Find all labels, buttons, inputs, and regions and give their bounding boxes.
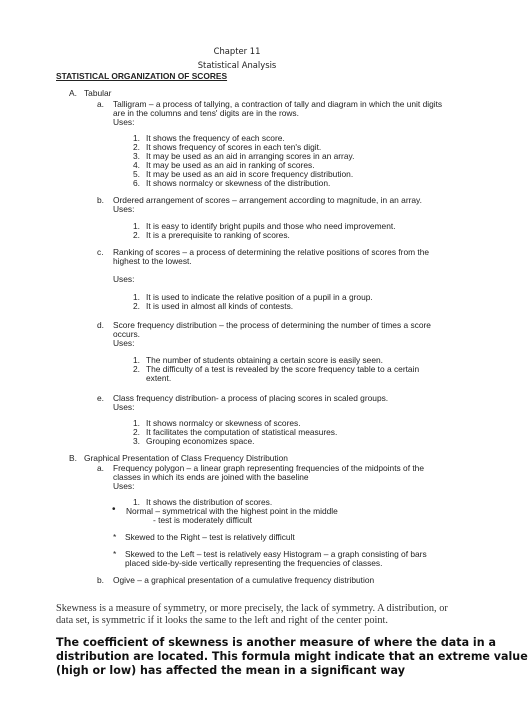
list-item: Normal – symmetrical with the highest point in the middle xyxy=(126,506,338,516)
list-number: 2. xyxy=(133,364,140,374)
list-item-continued: placed side-by-side vertically representing the frequencies of classes. xyxy=(125,558,383,568)
skewness-paragraph-line: Skewness is a measure of symmetry, or more precisely, the lack of symmetry. A distribution, or xyxy=(56,603,448,614)
item-letter: c. xyxy=(97,247,104,257)
asterisk-icon: * xyxy=(113,549,117,559)
list-number: 3. xyxy=(133,436,140,446)
section-b-label: B. xyxy=(69,453,77,463)
list-item: It shows normalcy or skewness of scores. xyxy=(146,418,301,428)
list-number: 3. xyxy=(133,151,140,161)
list-item: It shows normalcy or skewness of the distribution. xyxy=(146,178,331,188)
definition-line: highest to the lowest. xyxy=(113,256,192,266)
section-b-title: Graphical Presentation of Class Frequency Distribution xyxy=(84,453,288,463)
asterisk-icon: * xyxy=(113,532,117,542)
coefficient-paragraph-line: distribution are located. This formula might indicate that an extreme value xyxy=(56,650,528,663)
item-letter: a. xyxy=(97,463,104,473)
chapter-title: Chapter 11 xyxy=(213,46,261,56)
list-item: Grouping economizes space. xyxy=(146,436,255,446)
list-item: Skewed to the Left – test is relatively easy Histogram – a graph consisting of bars xyxy=(125,549,427,559)
list-number: 1. xyxy=(133,497,140,507)
uses-label: Uses: xyxy=(113,204,135,214)
definition-line: Frequency polygon – a linear graph representing frequencies of the midpoints of the xyxy=(113,463,424,473)
list-number: 1. xyxy=(133,355,140,365)
list-number: 5. xyxy=(133,169,140,179)
list-number: 1. xyxy=(133,418,140,428)
skewness-paragraph-line: data set, is symmetric if it looks the same to the left and right of the center point. xyxy=(56,615,388,626)
definition-line: are in the columns and tens' digits are in the rows. xyxy=(113,108,299,118)
item-letter: d. xyxy=(97,320,104,330)
bullet-icon: • xyxy=(112,504,116,515)
definition-line: Class frequency distribution- a process of placing scores in scaled groups. xyxy=(113,393,389,403)
list-number: 2. xyxy=(133,230,140,240)
list-item: It facilitates the computation of statistical measures. xyxy=(146,427,338,437)
list-item: It is a prerequisite to ranking of scores. xyxy=(146,230,290,240)
section-a-title: Tabular xyxy=(84,88,112,98)
list-number: 2. xyxy=(133,142,140,152)
list-number: 6. xyxy=(133,178,140,188)
definition-line: Score frequency distribution – the process of determining the number of times a score xyxy=(113,320,431,330)
item-letter: a. xyxy=(97,99,104,109)
list-number: 2. xyxy=(133,427,140,437)
definition-line: Ogive – a graphical presentation of a cumulative frequency distribution xyxy=(113,575,375,585)
coefficient-paragraph-line: (high or low) has affected the mean in a significant way xyxy=(56,664,405,677)
chapter-subtitle: Statistical Analysis xyxy=(197,60,277,70)
list-item: It shows the frequency of each score. xyxy=(146,133,285,143)
list-item: It may be used as an aid in arranging scores in an array. xyxy=(146,151,355,161)
definition-line: Ordered arrangement of scores – arrangement according to magnitude, in an array. xyxy=(113,195,422,205)
uses-label: Uses: xyxy=(113,338,135,348)
list-item: It may be used as an aid in score frequency distribution. xyxy=(146,169,354,179)
list-item: Skewed to the Right – test is relatively difficult xyxy=(125,532,295,542)
list-item: It is used in almost all kinds of contests. xyxy=(146,301,294,311)
uses-label: Uses: xyxy=(113,274,135,284)
definition-line: occurs. xyxy=(113,329,140,339)
item-letter: b. xyxy=(97,195,104,205)
list-item: The difficulty of a test is revealed by the score frequency table to a certain xyxy=(146,364,420,374)
list-number: 4. xyxy=(133,160,140,170)
list-number: 1. xyxy=(133,292,140,302)
list-number: 2. xyxy=(133,301,140,311)
list-item: It shows frequency of scores in each ten's digit. xyxy=(146,142,322,152)
list-item: The number of students obtaining a certain score is easily seen. xyxy=(146,355,383,365)
definition-line: classes in which its ends are joined with the baseline xyxy=(113,472,309,482)
uses-label: Uses: xyxy=(113,117,135,127)
section-heading: STATISTICAL ORGANIZATION OF SCORES xyxy=(56,71,228,81)
list-item: It may be used as an aid in ranking of scores. xyxy=(146,160,315,170)
item-letter: b. xyxy=(97,575,104,585)
uses-label: Uses: xyxy=(113,481,135,491)
definition-line: Talligram – a process of tallying, a contraction of tally and diagram in which the unit digits xyxy=(113,99,443,109)
list-item-sub: - test is moderately difficult xyxy=(153,515,252,525)
item-letter: e. xyxy=(97,393,104,403)
list-item: It shows the distribution of scores. xyxy=(146,497,273,507)
list-number: 1. xyxy=(133,133,140,143)
uses-label: Uses: xyxy=(113,402,135,412)
definition-line: Ranking of scores – a process of determining the relative positions of scores from the xyxy=(113,247,430,257)
coefficient-paragraph-line: The coefficient of skewness is another measure of where the data in a xyxy=(56,636,496,649)
list-number: 1. xyxy=(133,221,140,231)
list-item: It is easy to identify bright pupils and those who need improvement. xyxy=(146,221,396,231)
list-item: It is used to indicate the relative position of a pupil in a group. xyxy=(146,292,373,302)
section-a-label: A. xyxy=(69,88,77,98)
list-item-continued: extent. xyxy=(146,373,172,383)
